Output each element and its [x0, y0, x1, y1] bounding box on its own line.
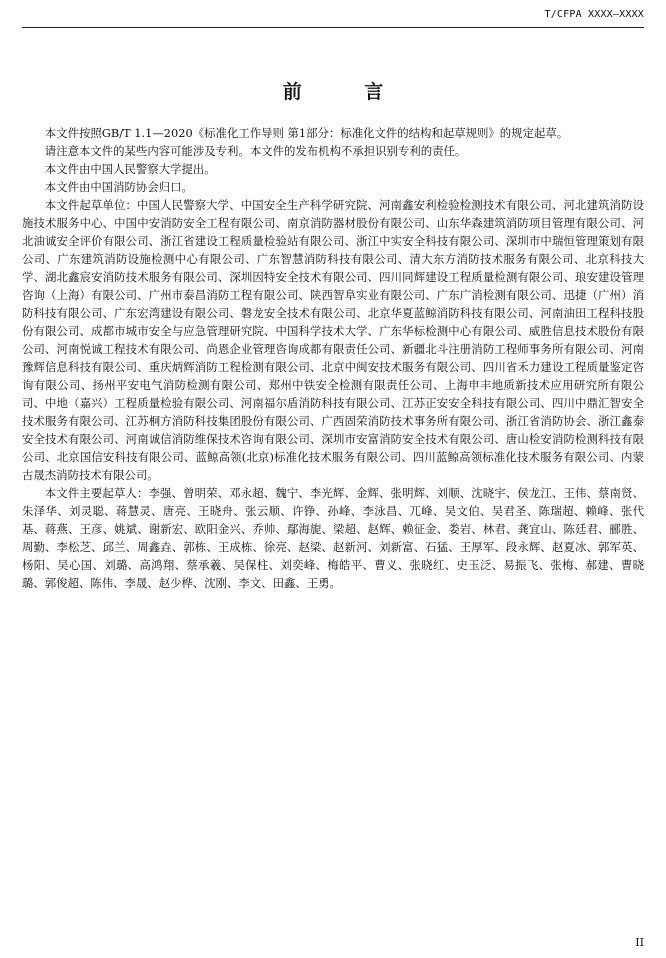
paragraph-centralized-by: 本文件由中国消防协会归口。	[44, 180, 193, 194]
page-number: II	[635, 936, 644, 949]
paragraph-drafting-rules: 本文件按照GB/T 1.1—2020《标准化工作导则 第1部分：标准化文件的结构和起草规则》的规定起草。	[44, 126, 569, 140]
page-title: 前 言	[282, 81, 412, 103]
paragraph-proposer: 本文件由中国人民警察大学提出。	[44, 162, 216, 176]
paragraph-patent-notice: 请注意本文件的某些内容可能涉及专利。本文件的发布机构不承担识别专利的责任。	[44, 144, 467, 158]
paragraph-drafters: 本文件主要起草人：李强、曾明荣、邓永超、魏宁、李光辉、金辉、张明辉、刘顺、沈晓宇、侯龙江、王伟、蔡南贤、朱泽华、刘灵聪、蒋慧灵、唐亮、王晓舟、张云顺、许铮、孙峰、李泳昌、兀峰、吴文伯、吴君圣、陈瑞超、赖峰、张代基、蒋燕、王彦、姚斌、谢新宏、欧阳金兴、乔帅、鄢海旎、梁超、赵辉、赖征金、娄岩、林君、龚宜山、陈廷君、郦胜、周勤、李松芝、邱兰、周鑫垚、郭栋、王成栋、徐亮、赵梁、赵新河、刘新富、石猛、王厚军、段永辉、赵夏冰、郭军英、杨阳、吴心国、刘璐、高鸿翔、蔡承羲、吴保柱、刘奕峰、梅皓平、曹义、张晓红、史玉泛、易振飞、张梅、郝建、曹晓璐、郭俊超、陈伟、李晟、赵少桦、沈刚、李文、田鑫、王勇。	[22, 486, 644, 590]
header-divider	[22, 27, 644, 28]
document-code: T/CFPA XXXX—XXXX	[544, 9, 644, 20]
paragraph-drafting-units: 本文件起草单位：中国人民警察大学、中国安全生产科学研究院、河南鑫安利检验检测技术有限公司、河北建筑消防设施技术服务中心、中国中安消防安全工程有限公司、南京消防器材股份有限公司、山东华森建筑消防项目管理有限公司、河北油诚安全评价有限公司、浙江省建设工程质量检验站有限公司、浙江中实安全科技有限公司、深圳市中瑞恒管理策划有限公司、广东建筑消防设施检测中心有限公司、广东智慧消防科技有限公司、清大东方消防技术服务有限公司、北京科技大学、湖北鑫宸安消防技术服务有限公司、深圳因特安全技术有限公司、四川同辉建设工程质量检测有限公司、琅安建设管理咨询（上海）有限公司、广州市泰昌消防工程有限公司、陕西智阜实业有限公司、广东广消检测有限公司、迅捷（广州）消防科技有限公司、广东宏湾建设有限公司、磐龙安全技术有限公司、北京华夏蓝鲸消防科技有限公司、河南油田工程科技股份有限公司、成都市城市安全与应急管理研究院、中国科学技术大学、广东华标检测中心有限公司、威胜信息技术股份有限公司、河南悦诚工程技术有限公司、尚恩企业管理咨询成都有限责任公司、新疆北斗注册消防工程师事务所有限公司、河南豫辉信息科技有限公司、重庆炳辉消防工程检测有限公司、北京中闽安技术服务有限公司、四川省禾力建设工程质量鉴定咨询有限公司、扬州平安电气消防检测有限公司、郑州中铁安全检测有限责任公司、上海申丰地质新技术应用研究所有限公司、中地（嘉兴）工程质量检验有限公司、河南福尔盾消防科技有限公司、江苏正安安全科技有限公司、四川中鼎汇智安全技术服务有限公司、江苏桐方消防科技集团股份有限公司、广西固荣消防技术事务所有限公司、浙江省消防协会、浙江鑫泰安全技术有限公司、河南诚信消防维保技术咨询有限公司、深圳市安富消防安全技术有限公司、唐山检安消防检测科技有限公司、北京国信安科技有限公司、蓝鲸高领(北京)标准化技术服务有限公司、四川蓝鲸高领标准化技术服务有限公司、内蒙古晟杰消防技术有限公司。	[22, 198, 644, 482]
foreword-body	[22, 124, 644, 592]
